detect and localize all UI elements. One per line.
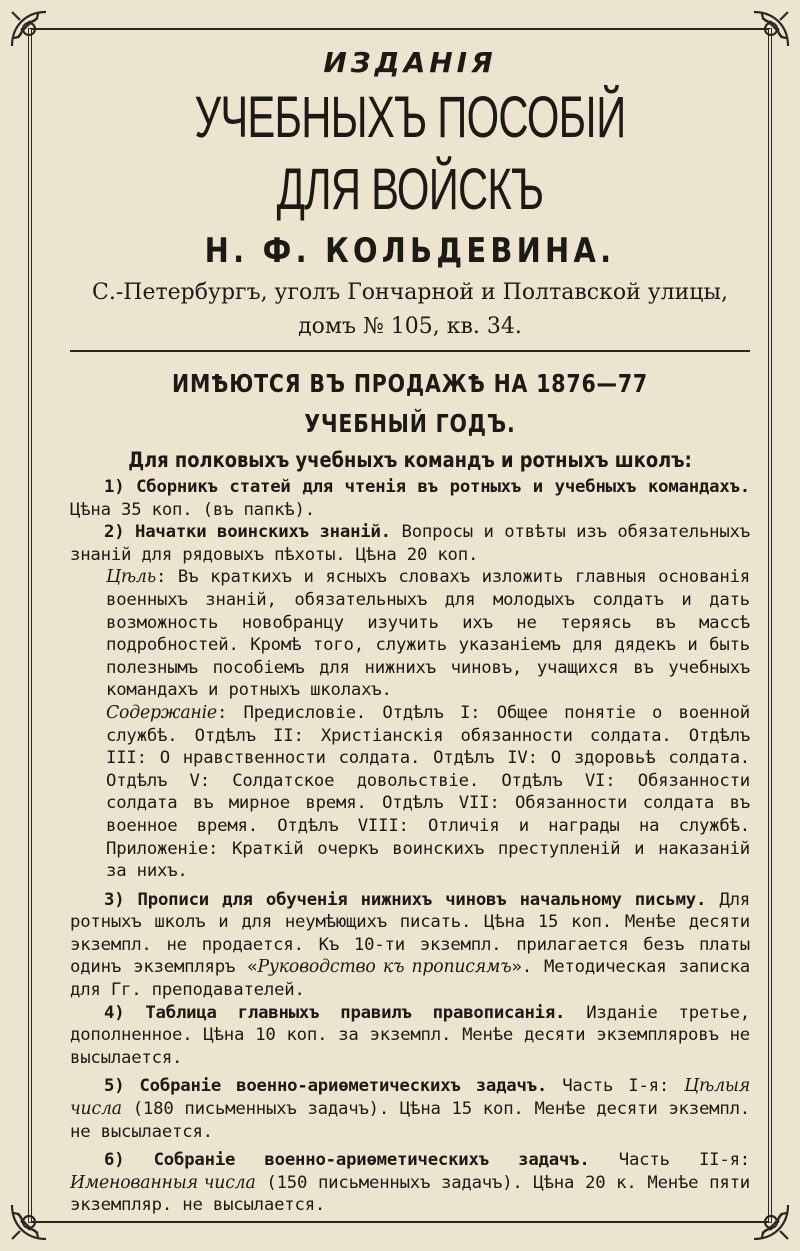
item-title: 3) Прописи для обученія нижнихъ чиновъ начальному письму. [104,889,707,910]
list-item [70,1075,750,1143]
item-title: 5) Собраніе военно-ариѳметическихъ задачъ. [104,1076,548,1097]
list-item [70,1149,750,1217]
item-italic: Руководство къ прописямъ [257,957,512,978]
goal-text: : Въ краткихъ и ясныхъ словахъ изложить главныя основанія военныхъ знаній, обязательныхъ для молодыхъ солдатъ и дать возможность новобранцу изучить ихъ не теряясь въ массѣ подробностей. Кромѣ того, служить указаніемъ для дядекъ и быть полезнымъ пособіемъ для нижнихъ чиновъ, учащихся въ учебныхъ командахъ и ротныхъ школахъ. [106,567,750,701]
publisher-name: Н. Ф. КОЛЬДЕВИНА. [204,231,616,271]
item-text: ». Методическая записка для Гг. преподавателей. [70,957,750,1001]
document-body [70,44,750,1217]
item-text: Изданіе третье, дополненное. Цѣна 10 коп. за экземпл. Менѣе десяти экземпляровъ не высылается. [70,1002,750,1068]
item-text: Цѣна 35 коп. (въ папкѣ). [70,499,315,520]
corner-ornament-icon [8,8,50,50]
corner-ornament-icon [8,1201,50,1243]
item-text: Для ротныхъ школъ и для неумѣющихъ писать. Цѣна 15 коп. Менѣе десяти экземпл. не продается. Къ 10-ти экземпл. прилагается безъ платы одинъ экземпляръ « [70,889,750,978]
divider [70,350,750,352]
item-title: 4) Таблица главныхъ правилъ правописанія. [104,1002,566,1023]
list-item [70,521,750,566]
item-title: 1) Сборникъ статей для чтенія въ ротныхъ и учебныхъ командахъ. [104,477,750,497]
title-main: УЧЕБНЫХЪ ПОСОБІЙ ДЛЯ ВОЙСКЪ [194,85,626,222]
item-contents [70,702,750,883]
item-text: (150 письменныхъ задачъ). Цѣна 20 к. Менѣе пяти экземпляр. не высылается. [70,1172,750,1216]
item-text: Часть I-я: [562,1076,670,1097]
goal-label: Цѣль [106,567,156,588]
list-item [70,889,750,1002]
corner-ornament-icon [750,8,792,50]
contents-text: : Предисловіе. Отдѣлъ I: Общее понятіе о военной службѣ. Отдѣлъ II: Христіанскія обязанности солдата. Отдѣлъ III: О нравственности солдата. Отдѣлъ IV: О здоровьѣ солдата. Отдѣлъ V: Солдатское довольствіе. Отдѣлъ VI: Обязанности солдата въ мирное время. Отдѣлъ VII: Обязанности солдата въ военное время. Отдѣлъ VIII: Отличія и награды на службѣ. Приложеніе: Краткій очеркъ воинскихъ преступленій и наказаній за нихъ. [106,702,750,882]
list-item [70,476,750,521]
sale-heading: ИМѢЮТСЯ ВЪ ПРОДАЖѢ НА 1876—77 УЧЕБНЫЙ ГОДЪ. [171,369,649,438]
item-text: (180 письменныхъ задачъ). Цѣна 15 коп. Менѣе десяти экземпл. не высылается. [70,1099,750,1142]
address-line-2: домъ № 105, кв. 34. [298,314,522,339]
item-italic: Именованныя числа [70,1172,256,1193]
list-item [70,1002,750,1070]
section-heading: Для полковыхъ учебныхъ командъ и ротныхъ школъ: [128,448,692,472]
item-text: Вопросы и отвѣты изъ обязательныхъ знаній для рядовыхъ пѣхоты. Цѣна 20 коп. [70,522,750,565]
item-title: 6) Собраніе военно-ариѳметическихъ задачъ. [104,1150,590,1171]
item-title: 2) Начатки воинскихъ знаній. [104,522,391,543]
corner-ornament-icon [750,1201,792,1243]
contents-label: Содержаніе [106,702,217,723]
item-italic: Цѣлыя числа [70,1076,750,1120]
item-text: Часть II-я: [618,1150,751,1171]
address-line-1: С.-Петербургъ, уголъ Гончарной и Полтавской улицы, [92,280,728,305]
title-editions: ИЗДАНІЯ [323,46,497,79]
item-goal [70,566,750,702]
